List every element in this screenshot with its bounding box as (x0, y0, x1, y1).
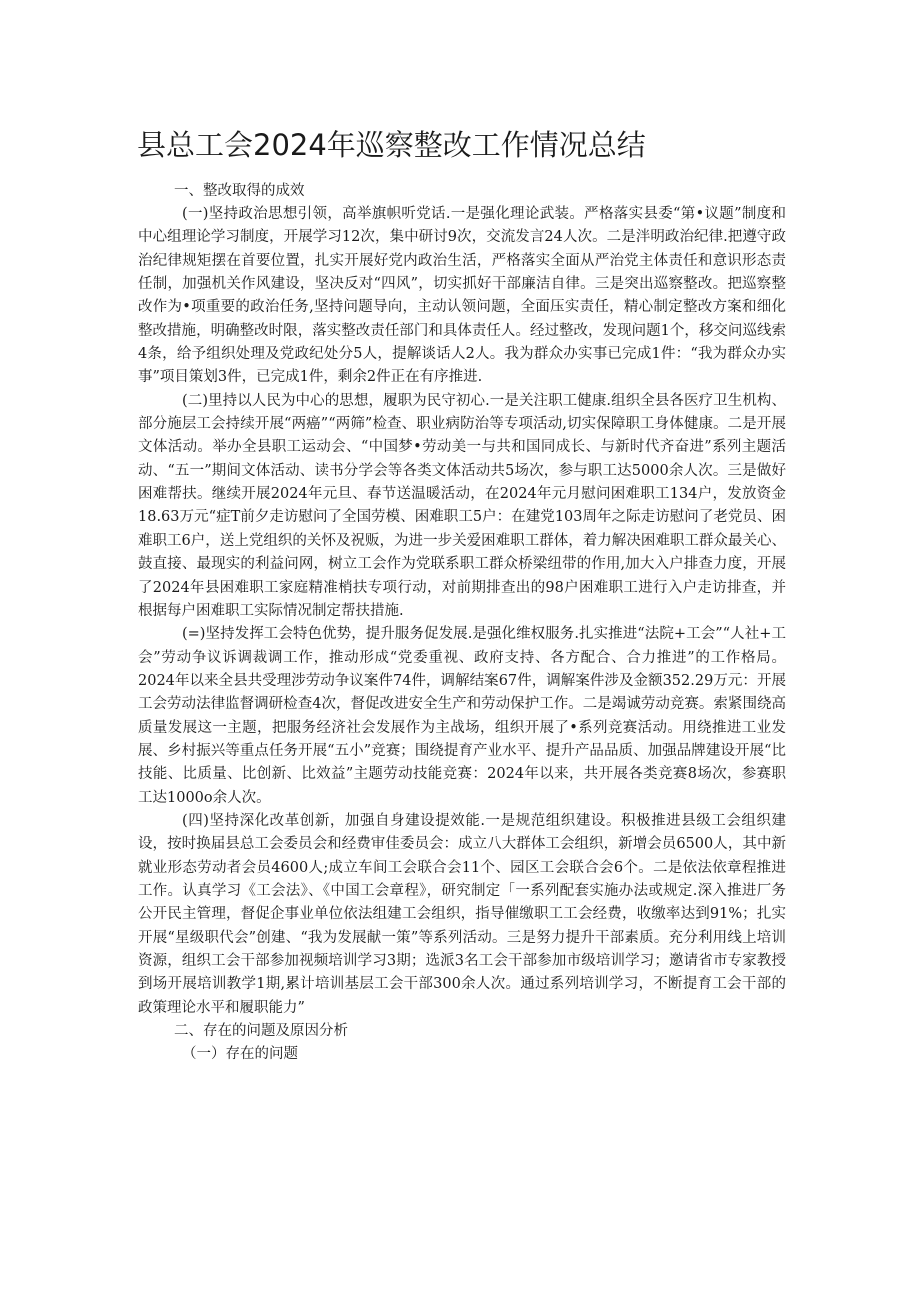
paragraph-union-services: (=)坚持发挥工会特色优势，提升服务促发展.是强化维权服务.扎实推进“法院+工会”“人社+工会”劳动争议诉调裁调工作，推动形成“党委重视、政府支持、各方配合、合力推进”的工作格局。2024年以来全县共受理涉劳动争议案件74件，调解结案67件，调解案件涉及金额352.29万元：开展工会劳动法律监督调研检查4次，督促改进安全生产和劳动保护工作。二是竭诚劳动竞赛。索紧围绕高质量发展这一主题，把服务经济社会发展作为主战场，组织开展了•系列竞赛活动。用绕推进工业发展、乡村振兴等重点任务开展“五小”竞赛；围绕提育产业水平、提升产品品质、加强品牌建设开展“比技能、比质量、比创新、比效益”主题劳动技能竞赛：2024年以来，共开展各类竞赛8场次，参赛职工达1000o余人次。 (138, 626, 786, 806)
document-title: 县总工会2024年巡察整改工作情况总结 (137, 128, 646, 162)
document-body (138, 180, 786, 1066)
subsection-heading-existing-problems: （一）存在的问题 (182, 1046, 298, 1063)
section-heading-problems: 二、存在的问题及原因分析 (174, 1023, 348, 1040)
paragraph-reform-innovation: (四)坚持深化改革创新，加强自身建设提效能.一是规范组织建设。积极推进县级工会组织建设，按时换届县总工会委员会和经费审佳委员会：成立八大群体工会组织，新增会员6500人，其中新就业形态劳动者会员4600人;成立车间工会联合会11个、园区工会联合会6个。二是依法依章程推进工作。认真学习《工会法》、《中国工会章程》，研究制定「一系列配套实施办法或规定.深入推进厂务公开民主管理，督促企事业单位依法组建工会组织，指导催缴职工工会经费，收缴率达到91%；扎实开展“星级职代会”创建、“我为发展献一策”等系列活动。三是努力提升干部素质。充分利用线上培训资源，组织工会干部参加视频培训学习3期；选派3名工会干部参加市级培训学习；邀请省市专家教授到场开展培训教学1期,累计培训基层工会干部300余人次。通过系列培训学习，不断提育工会干部的政策理论水平和履职能力” (138, 812, 786, 1016)
paragraph-people-centered: (二)里持以人民为中心的思想，履职为民守初心.一是关注职工健康.组织全县各医疗卫生机构、部分施层工会持续开展“两癌”“两筛”检查、职业病防治等专项活动,切实保障职工身体健康。二是开展文体活动。举办全县职工运动会、“中国梦•劳动美一与共和国同成长、与新时代齐奋进”系列主题活动、“五一”期间文体活动、读书分学会等各类文体活动共5场次，参与职工达5000余人次。三是做好困难帮扶。继续开展2024年元旦、春节送温暖活动，在2024年元月慰问困难职工134户，发放资金18.63万元“症T前夕走访慰问了全国劳模、困难职工5户：在建党103周年之际走访慰问了老党员、困难职工6户，送上党组织的关怀及祝贩，为进一步关爱困难职工群体，着力解决困难职工群众最关心、鼓直接、最现实的利益问网，树立工会作为党联系职工群众桥梁纽带的作用,加大入户排查力度，开展了2024年县困难职工家庭精准梢扶专项行动，对前期排查出的98户困难职工进行入户走访排查，并根据每户困难职工实际情况制定帮扶措施. (138, 392, 786, 619)
section-heading-achievements: 一、整改取得的成效 (174, 183, 305, 199)
paragraph-political-leadership: (一)坚持政治思想引领，高举旗帜听党话.一是强化理论武装。严格落实县委“第•议题”制度和中心组理论学习制度，开展学习12次，集中研讨9次，交流发言24人次。二是泮明政治纪律.把遵守政治纪律规矩摆在首要位置，扎实开展好党内政治生活，严格落实全面从严治党主体责任和意识形态责任制，加强机关作风建设，坚决反对“四风”，切实抓好干部廉洁自律。三是突出巡察整改。把巡察整改作为•项重要的政治任务,坚持问题导向，主动认领问题，全面压实责任，精心制定整改方案和细化整改措施，明确整改时限，落实整改责任部门和具体责任人。经过整改，发现问题1个，移交问巡线索4条，给予组织处理及党政纪处分5人，提解谈话人2人。我为群众办实事已完成1件：“我为群众办实事”项目策划3件，已完成1件，剩余2件正在有序推进. (138, 206, 786, 386)
